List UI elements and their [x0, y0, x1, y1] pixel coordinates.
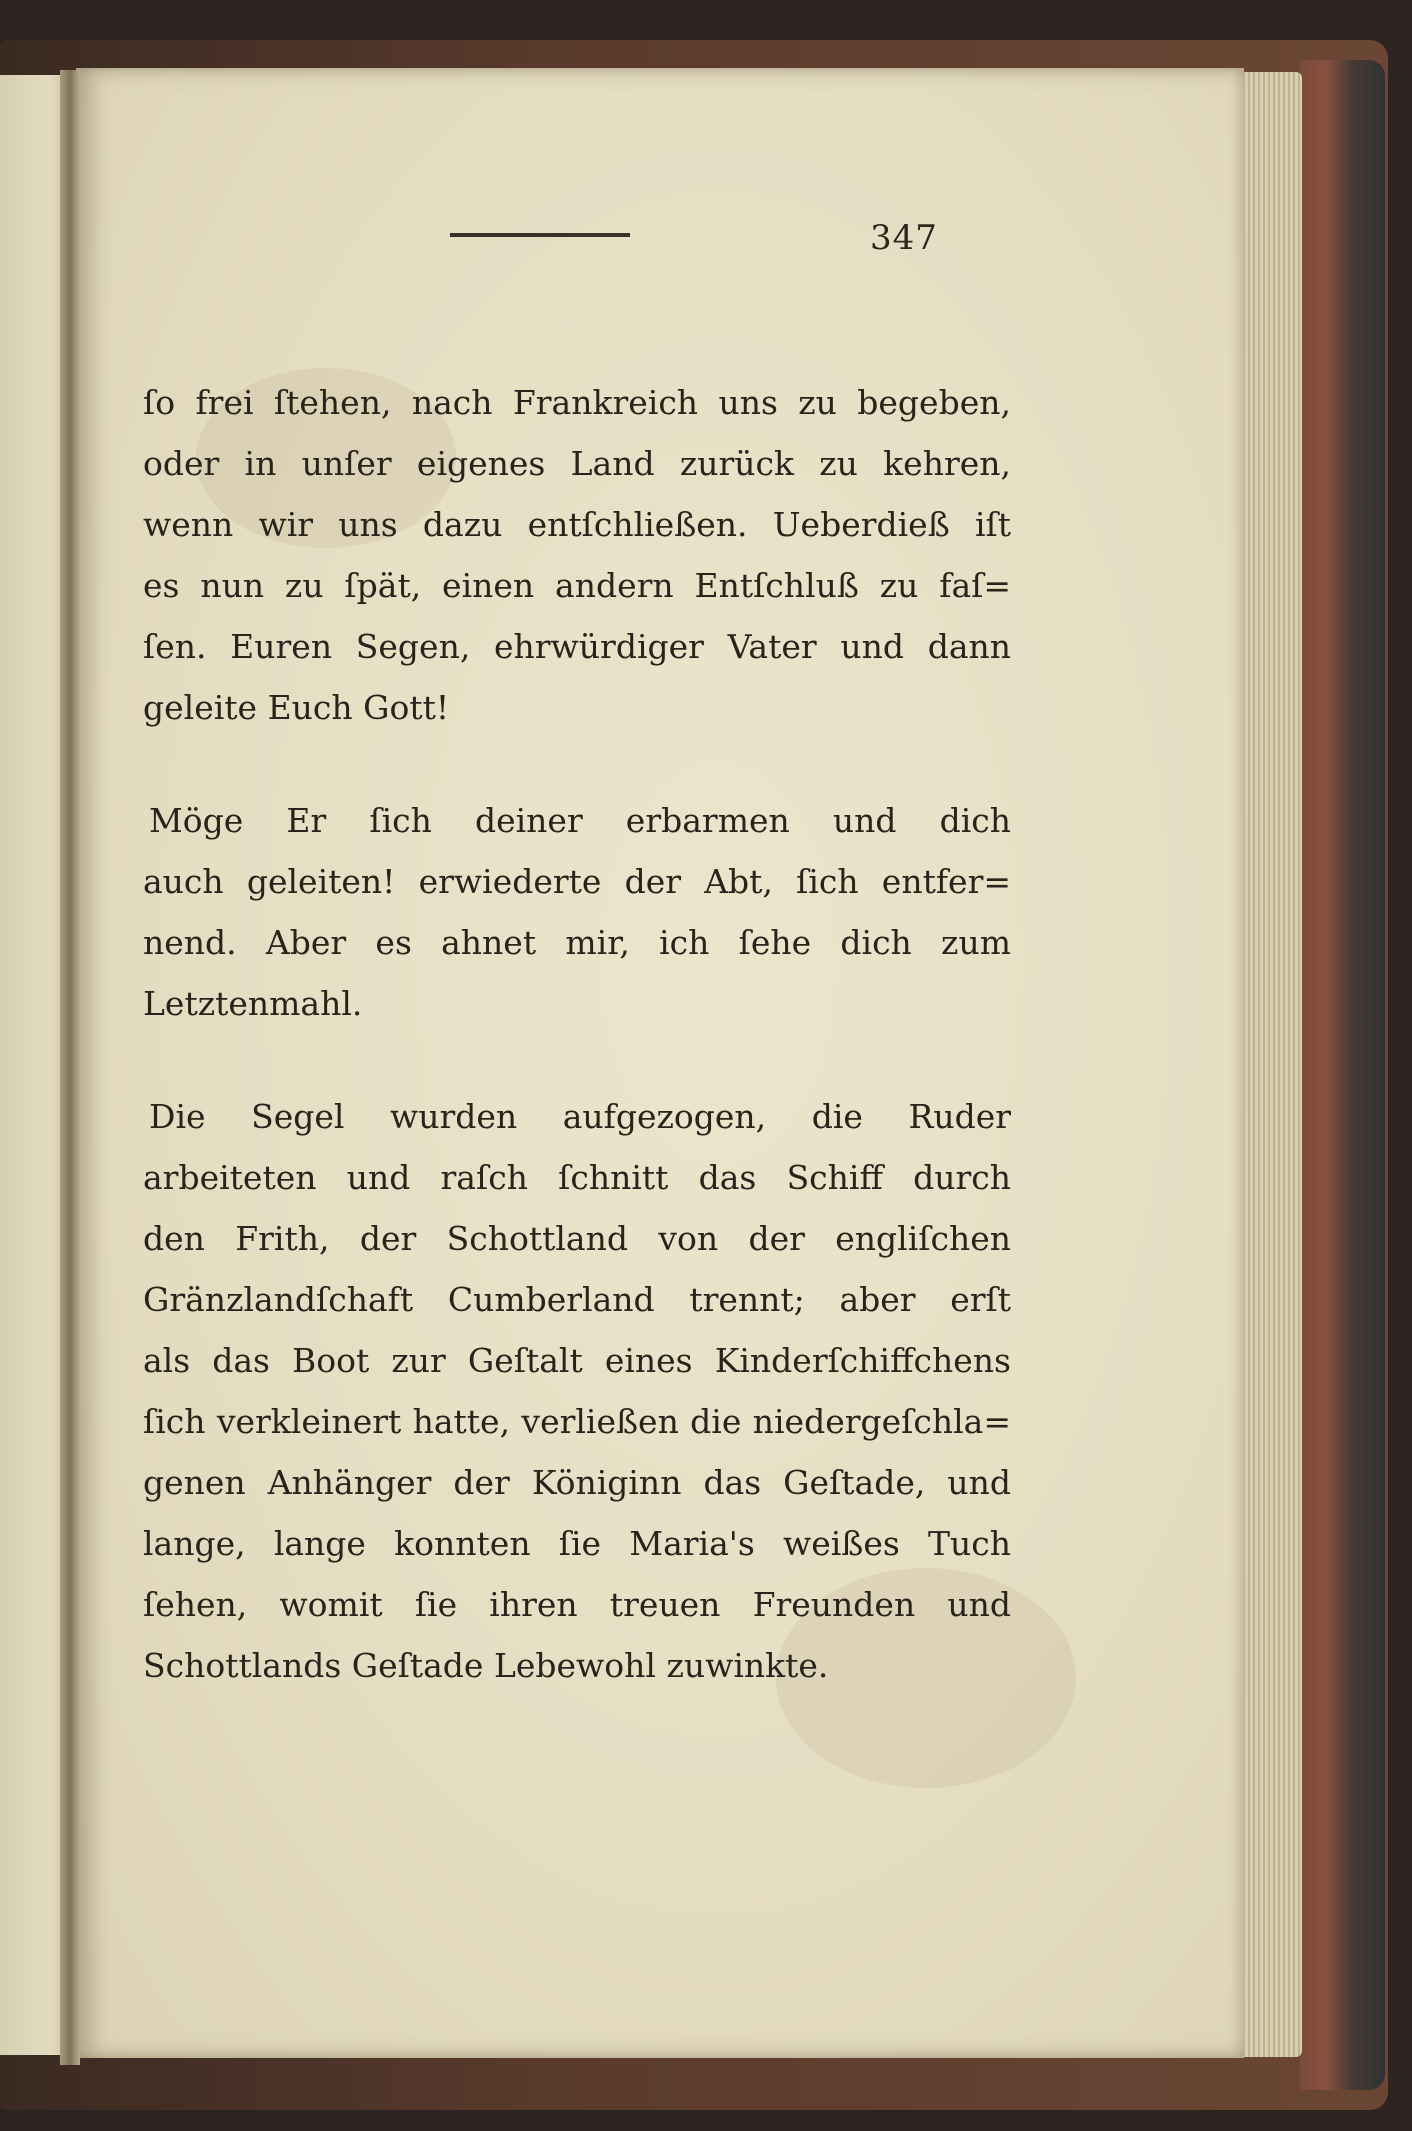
paragraph-1 [143, 372, 1011, 738]
body-text [143, 372, 1011, 1696]
text-line: lange, lange konnten ſie Maria's weißes Tuch [143, 1524, 1011, 1563]
text-line: Möge Er ſich deiner erbarmen und dich [149, 801, 1011, 840]
text-line: nend. Aber es ahnet mir, ich ſehe dich zum [143, 923, 1011, 962]
text-line: wenn wir uns dazu entſchließen. Ueberdieß iſt [143, 505, 1011, 544]
text-line: als das Boot zur Geſtalt eines Kinderſchiffchens [143, 1341, 1011, 1380]
text-line: arbeiteten und raſch ſchnitt das Schiff durch [143, 1158, 1011, 1197]
paragraph-2 [143, 790, 1011, 1034]
text-line: ſehen, womit ſie ihren treuen Freunden und [143, 1585, 1011, 1624]
text-line: ſo frei ſtehen, nach Frankreich uns zu begeben, [143, 383, 1011, 422]
text-line: auch geleiten! erwiederte der Abt, ſich entfer= [143, 862, 1011, 901]
header-rule [450, 233, 630, 237]
text-line: Gränzlandſchaft Cumberland trennt; aber erſt [143, 1280, 1011, 1319]
text-line: Die Segel wurden aufgezogen, die Ruder [149, 1097, 1011, 1136]
paragraph-3 [143, 1086, 1011, 1696]
text-line: ſen. Euren Segen, ehrwürdiger Vater und dann [143, 627, 1011, 666]
text-line: es nun zu ſpät, einen andern Entſchluß zu faſ= [143, 566, 1011, 605]
text-line: geleite Euch Gott! [143, 688, 450, 727]
page-number: 347 [870, 218, 938, 258]
text-line: den Frith, der Schottland von der engliſchen [143, 1219, 1011, 1258]
page-gutter [60, 70, 80, 2065]
book-cover-edge [1300, 60, 1385, 2090]
text-line: genen Anhänger der Königinn das Geſtade, und [143, 1463, 1011, 1502]
text-line: oder in unſer eigenes Land zurück zu kehren, [143, 444, 1011, 483]
text-line: ſich verkleinert hatte, verließen die niedergeſchla= [143, 1402, 1011, 1441]
text-line: Letztenmahl. [143, 984, 363, 1023]
text-line: Schottlands Geſtade Lebewohl zuwinkte. [143, 1646, 829, 1685]
